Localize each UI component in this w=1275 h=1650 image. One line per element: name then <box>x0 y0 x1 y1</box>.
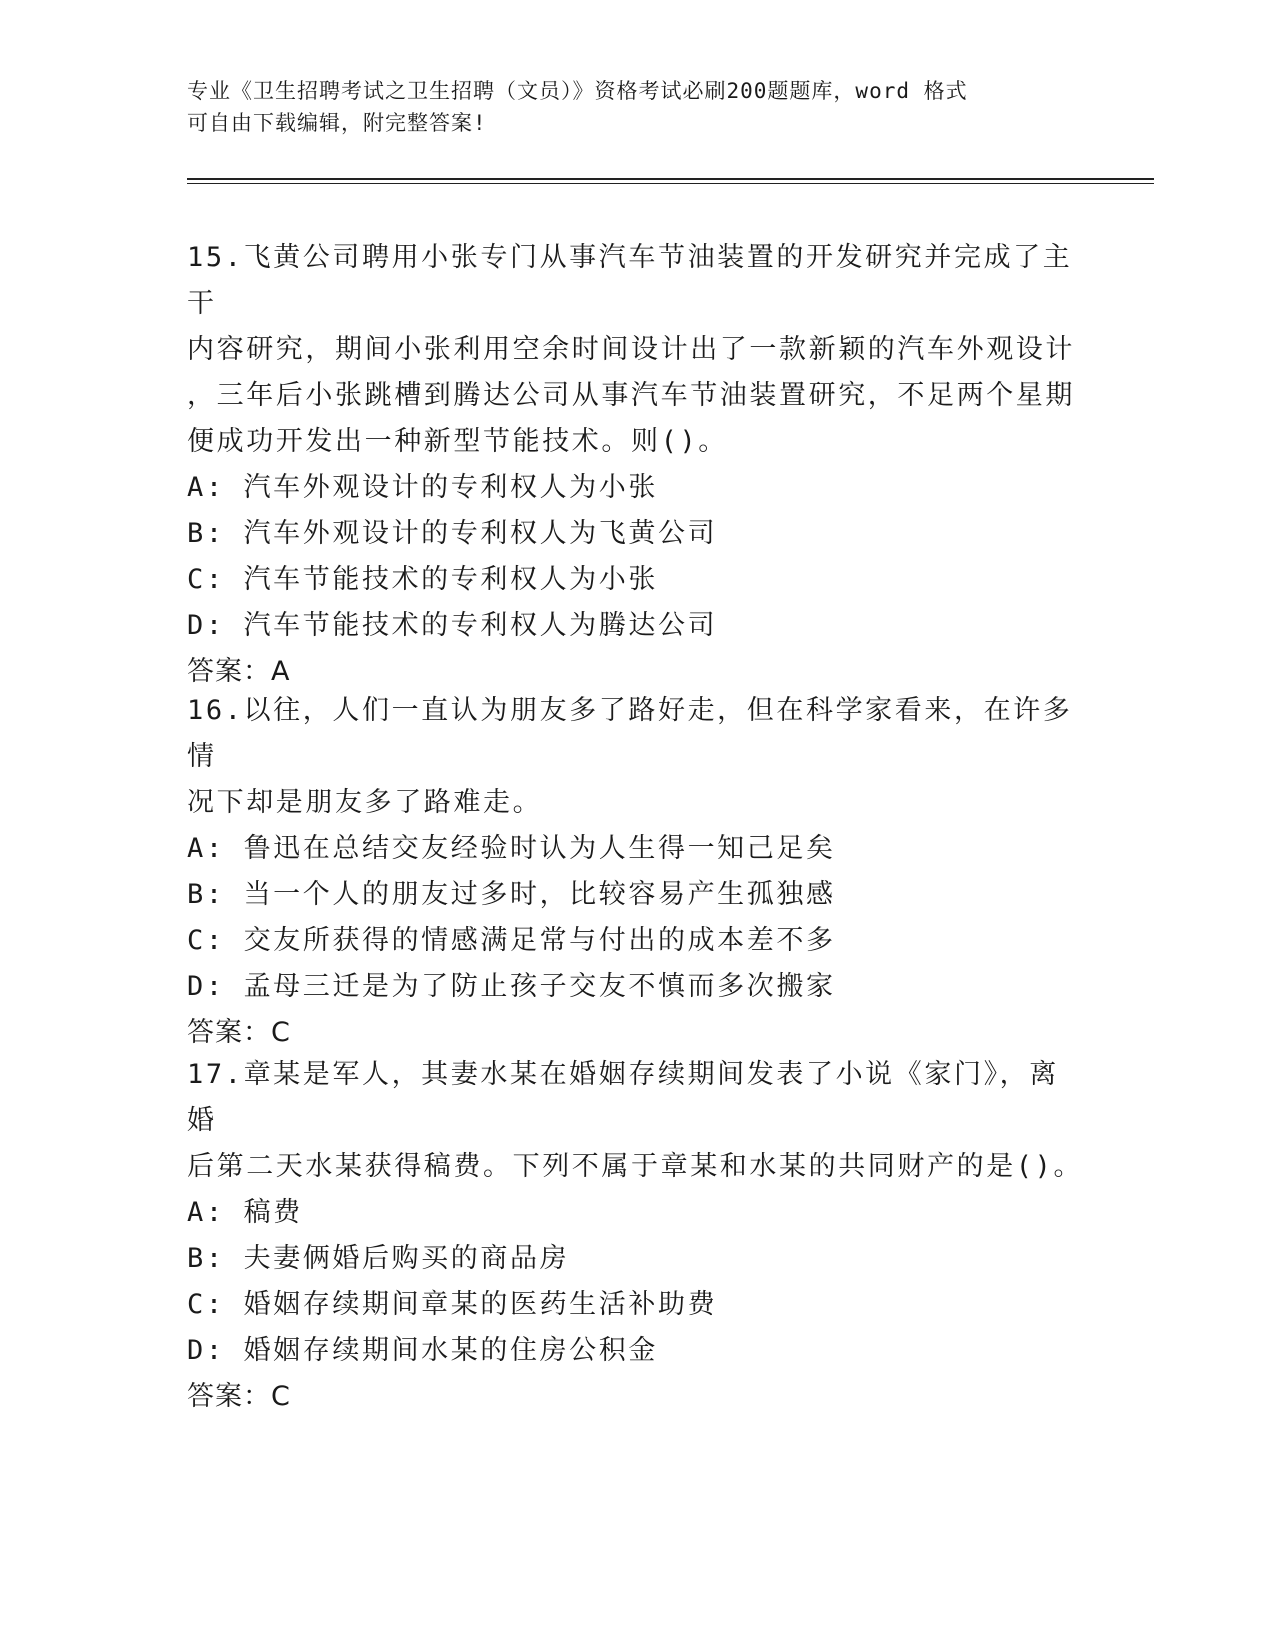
question-stem-line: 便成功开发出一种新型节能技术。则()。 <box>187 426 728 457</box>
option-a: A: 稿费 <box>187 1197 303 1228</box>
answer-line: 答案：C <box>187 1381 291 1412</box>
option-c: C: 汽车节能技术的专利权人为小张 <box>187 564 658 595</box>
document-header <box>187 75 1067 139</box>
question-17 <box>187 1052 1087 1420</box>
header-line-1: 专业《卫生招聘考试之卫生招聘（文员）》资格考试必刷200题题库，word 格式 <box>187 79 968 103</box>
option-c: C: 交友所获得的情感满足常与付出的成本差不多 <box>187 925 836 956</box>
question-stem-line: 内容研究，期间小张利用空余时间设计出了一款新颖的汽车外观设计 <box>187 334 1075 365</box>
option-c: C: 婚姻存续期间章某的医药生活补助费 <box>187 1289 718 1320</box>
header-divider-thin <box>187 183 1154 184</box>
question-stem-line: ，三年后小张跳槽到腾达公司从事汽车节油装置研究，不足两个星期 <box>187 380 1075 411</box>
question-stem-line: 16.以往，人们一直认为朋友多了路好走，但在科学家看来，在许多情 <box>187 695 1073 772</box>
header-line-2: 可自由下载编辑，附完整答案! <box>187 111 487 135</box>
question-15 <box>187 235 1087 695</box>
option-a: A: 鲁迅在总结交友经验时认为人生得一知己足矣 <box>187 833 836 864</box>
header-divider-thick <box>187 178 1154 180</box>
question-stem-line: 15.飞黄公司聘用小张专门从事汽车节油装置的开发研究并完成了主干 <box>187 242 1073 319</box>
question-stem-line: 后第二天水某获得稿费。下列不属于章某和水某的共同财产的是()。 <box>187 1151 1084 1182</box>
question-16 <box>187 688 1087 1056</box>
answer-line: 答案：A <box>187 656 291 687</box>
option-d: D: 汽车节能技术的专利权人为腾达公司 <box>187 610 718 641</box>
option-d: D: 孟母三迁是为了防止孩子交友不慎而多次搬家 <box>187 971 836 1002</box>
option-b: B: 汽车外观设计的专利权人为飞黄公司 <box>187 518 718 549</box>
option-b: B: 夫妻俩婚后购买的商品房 <box>187 1243 570 1274</box>
question-stem-line: 况下却是朋友多了路难走。 <box>187 787 543 818</box>
option-d: D: 婚姻存续期间水某的住房公积金 <box>187 1335 658 1366</box>
option-b: B: 当一个人的朋友过多时，比较容易产生孤独感 <box>187 879 836 910</box>
question-stem-line: 17.章某是军人，其妻水某在婚姻存续期间发表了小说《家门》，离婚 <box>187 1059 1059 1136</box>
answer-line: 答案：C <box>187 1017 291 1048</box>
option-a: A: 汽车外观设计的专利权人为小张 <box>187 472 658 503</box>
